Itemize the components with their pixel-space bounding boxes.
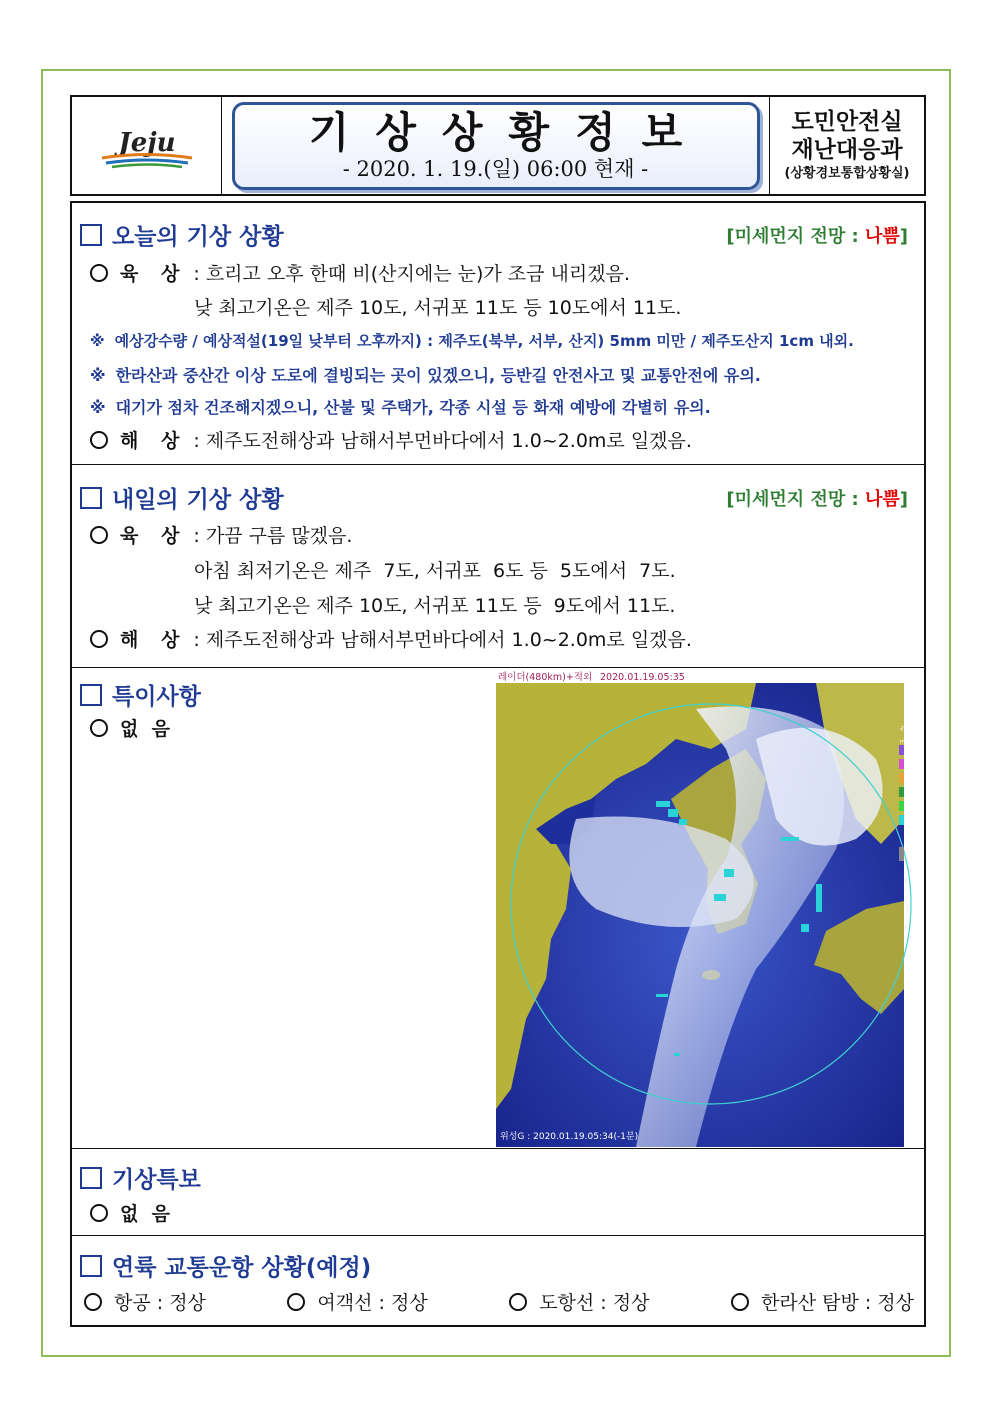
special-section [72, 668, 924, 1149]
tomorrow-section [72, 465, 924, 668]
dust-level: 나쁨 [864, 489, 900, 510]
title-box [232, 102, 760, 190]
tomorrow-sea: 해 상 : 제주도전해상과 남해서부먼바다에서 1.0~2.0m로 일겠음. [90, 625, 692, 652]
warning-title: 기상특보 [80, 1161, 201, 1194]
transport-item-hallasan: 한라산 탐방 : 정상 [731, 1288, 914, 1315]
legend-unit: mm/h [900, 739, 915, 745]
legend-extra: 낙뢰 [906, 853, 920, 861]
transport-title: 연륙 교통운항 상황(예정) [80, 1249, 371, 1282]
checkbox-square-icon [80, 1167, 102, 1189]
checkbox-square-icon [80, 224, 102, 246]
legend-value: 2 [906, 803, 911, 811]
radar-top-time: 2020.01.19.05:35 [600, 672, 685, 683]
today-note-precip: ※ 예상강수량 / 예상적설(19일 낮부터 오후까지) : 제주도(북부, 서부, 산지) 5mm 미만 / 제주도산지 1cm 내외. [90, 332, 854, 350]
dept-line3: (상황경보통합상황실) [784, 165, 910, 181]
radar-top-label: 레이더(480km)+적외 [498, 672, 593, 683]
circle-bullet-icon [90, 1204, 108, 1222]
today-sea: 해 상 : 제주도전해상과 남해서부먼바다에서 1.0~2.0m로 일겠음. [90, 426, 692, 453]
dept-line2: 재난대응과 [791, 136, 903, 163]
today-land: 육 상 : 흐리고 오후 한때 비(산지에는 눈)가 조금 내리겠음. [90, 259, 630, 286]
transport-item-island-ferry: 도항선 : 정상 [509, 1288, 649, 1315]
report-body [70, 201, 926, 1327]
transport-list [84, 1288, 914, 1315]
department-block [769, 97, 924, 194]
today-land-temp: 낮 최고기온은 제주 10도, 서귀포 11도 등 10도에서 11도. [194, 297, 682, 319]
circle-bullet-icon [509, 1293, 527, 1311]
circle-bullet-icon [90, 264, 108, 282]
report-datetime: - 2020. 1. 19.(일) 06:00 현재 - [342, 156, 649, 181]
checkbox-square-icon [80, 684, 102, 706]
checkbox-square-icon [80, 487, 102, 509]
legend-title: 레이더 [900, 725, 921, 733]
tomorrow-land: 육 상 : 가끔 구름 많겠음. [90, 521, 352, 548]
radar-bottom-label: 위성G : 2020.01.19.05:34(-1분) [500, 1132, 639, 1142]
tomorrow-land-min-temp: 아침 최저기온은 제주 7도, 서귀포 6도 등 5도에서 7도. [194, 560, 676, 582]
dept-line1: 도민안전실 [791, 108, 903, 135]
today-note-ice: ※ 한라산과 중산간 이상 도로에 결빙되는 곳이 있겠으니, 등반길 안전사고 및 교통안전에 유의. [90, 366, 761, 385]
transport-item-air: 항공 : 정상 [84, 1288, 206, 1315]
warning-item: 없 음 [90, 1199, 170, 1226]
legend-value: 10 [906, 775, 915, 783]
circle-bullet-icon [731, 1293, 749, 1311]
legend-value: 60 [906, 747, 915, 755]
page-title: 기상상황정보 [308, 107, 709, 157]
circle-bullet-icon [90, 630, 108, 648]
tomorrow-title: 내일의 기상 상황 [80, 481, 284, 514]
warning-section [72, 1149, 924, 1236]
jeju-logo-graphic [88, 121, 206, 171]
tomorrow-land-max-temp: 낮 최고기온은 제주 10도, 서귀포 11도 등 9도에서 11도. [194, 595, 676, 617]
dust-level: 나쁨 [864, 226, 900, 247]
today-title: 오늘의 기상 상황 [80, 218, 284, 251]
logo-text: Jeju [117, 127, 176, 158]
circle-bullet-icon [287, 1293, 305, 1311]
special-item: 없 음 [90, 714, 170, 741]
circle-bullet-icon [84, 1293, 102, 1311]
special-title: 특이사항 [80, 678, 201, 711]
circle-bullet-icon [90, 431, 108, 449]
legend-value: 5 [906, 789, 911, 797]
legend-value: 30 [906, 761, 915, 769]
transport-item-ferry: 여객선 : 정상 [287, 1288, 427, 1315]
today-dust-forecast: [미세먼지 전망 : 나쁨] [726, 226, 908, 247]
jeju-logo [72, 97, 222, 194]
today-note-fire: ※ 대기가 점차 건조해지겠으니, 산불 및 주택가, 각종 시설 등 화재 예방에 각별히 유의. [90, 398, 711, 417]
radar-satellite-image [496, 669, 921, 1147]
report-header [70, 95, 926, 196]
transport-section [72, 1236, 924, 1325]
legend-value: 1 [906, 817, 911, 825]
checkbox-square-icon [80, 1255, 102, 1277]
tomorrow-dust-forecast: [미세먼지 전망 : 나쁨] [726, 489, 908, 510]
circle-bullet-icon [90, 719, 108, 737]
circle-bullet-icon [90, 526, 108, 544]
today-section [72, 203, 924, 465]
